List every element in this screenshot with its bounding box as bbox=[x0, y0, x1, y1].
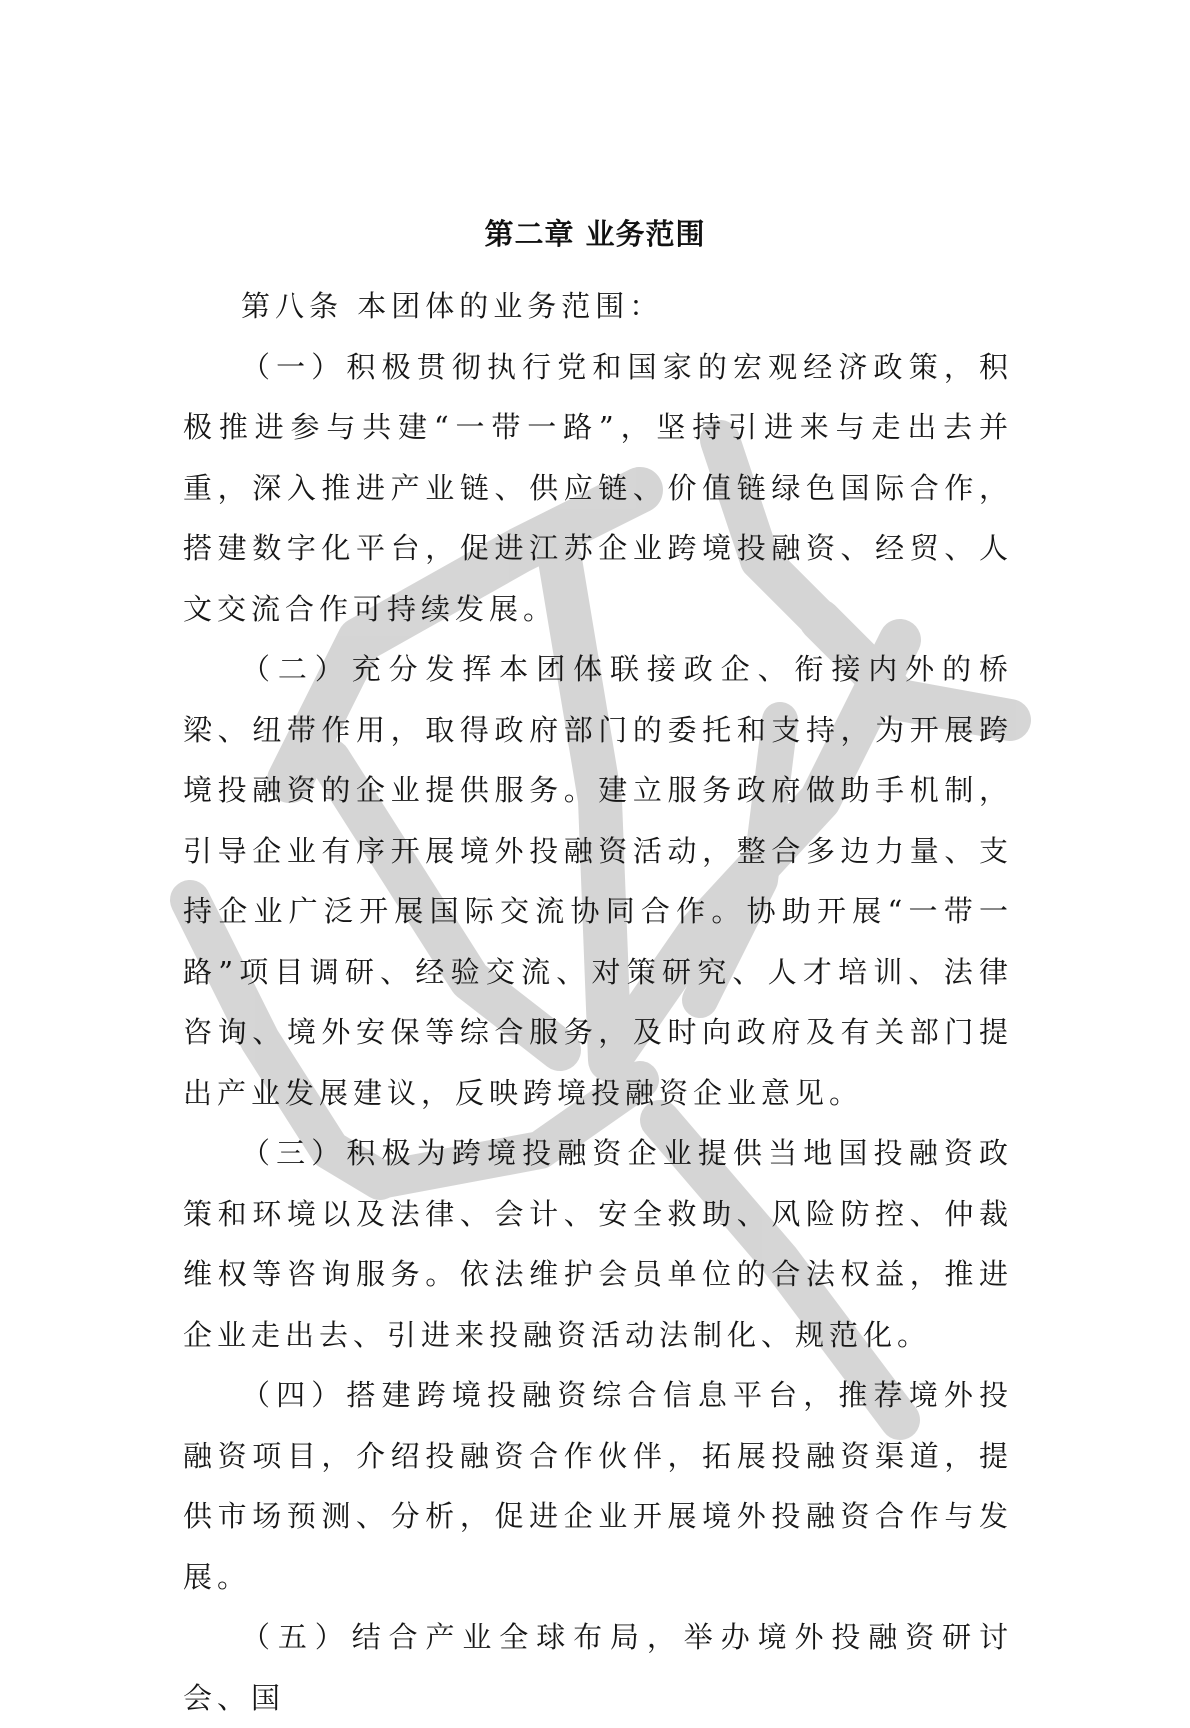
paragraph-item-5: （五）结合产业全球布局，举办境外投融资研讨会、国 bbox=[183, 1620, 1013, 1715]
paragraph-item-4: （四）搭建跨境投融资综合信息平台，推荐境外投融资项目，介绍投融资合作伙伴，拓展投融资渠道，提供市场预测、分析，促进企业开展境外投融资合作与发展。 bbox=[183, 1378, 1013, 1594]
article-heading: 第八条 本团体的业务范围： bbox=[241, 289, 664, 323]
paragraph-item-2: （二）充分发挥本团体联接政企、衔接内外的桥梁、纽带作用，取得政府部门的委托和支持，为开展跨境投融资的企业提供服务。建立服务政府做助手机制，引导企业有序开展境外投融资活动，整合多边力量、支持企业广泛开展国际交流协同合作。协助开展“一带一路”项目调研、经验交流、对策研究、人才培训、法律咨询、境外安保等综合服务，及时向政府及有关部门提出产业发展建议，反映跨境投融资企业意见。 bbox=[183, 652, 1013, 1110]
chapter-title: 第二章 业务范围 bbox=[484, 217, 706, 251]
document-body bbox=[183, 276, 1013, 1728]
paragraph-item-3: （三）积极为跨境投融资企业提供当地国投融资政策和环境以及法律、会计、安全救助、风险防控、仲裁维权等咨询服务。依法维护会员单位的合法权益，推进企业走出去、引进来投融资活动法制化、规范化。 bbox=[183, 1136, 1013, 1352]
paragraph-item-1: （一）积极贯彻执行党和国家的宏观经济政策，积极推进参与共建“一带一路”，坚持引进来与走出去并重，深入推进产业链、供应链、价值链绿色国际合作，搭建数字化平台，促进江苏企业跨境投融资、经贸、人文交流合作可持续发展。 bbox=[183, 349, 1013, 626]
